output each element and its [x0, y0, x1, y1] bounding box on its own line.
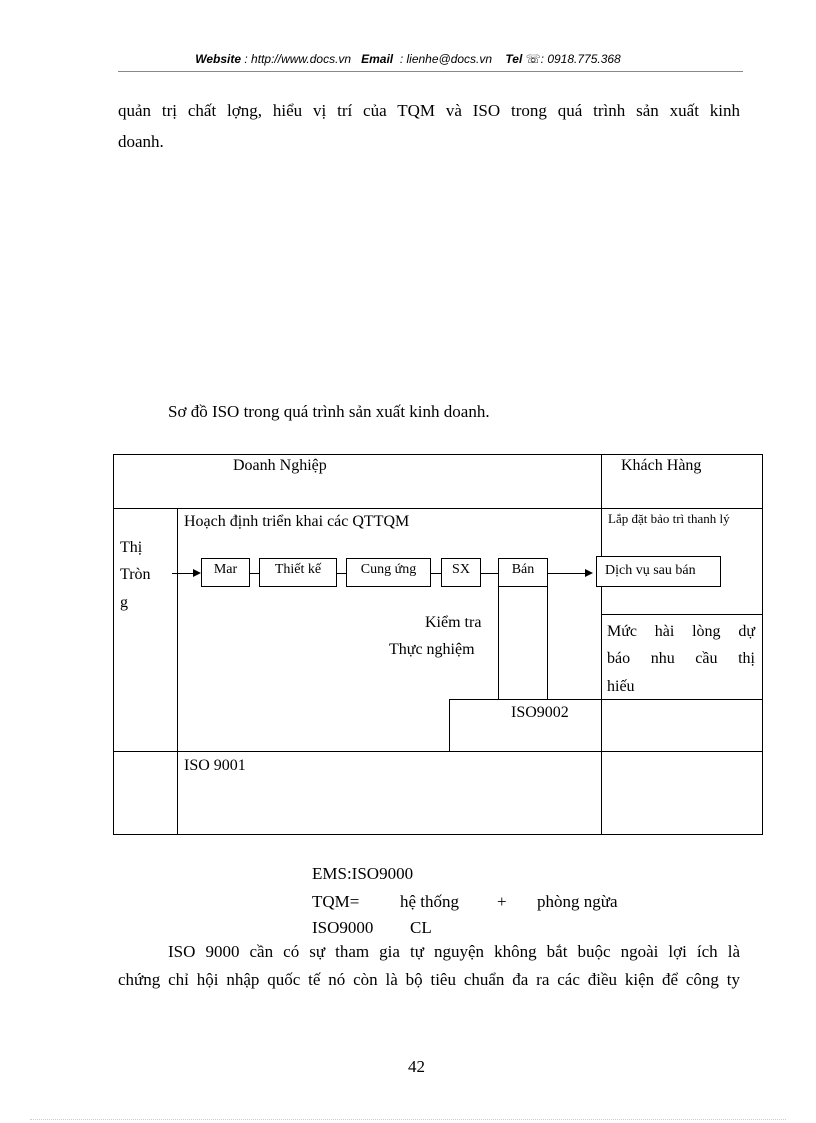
frame-top	[113, 454, 763, 455]
frame-left	[113, 454, 114, 835]
step-sx-box: SX	[441, 558, 481, 587]
paragraph-line-1: ISO 9000 cần có sự tham gia tự nguyện không bắt buộc ngoài lợi ích là	[168, 942, 740, 961]
step-cung-ung-box: Cung ứng	[346, 558, 431, 587]
connector-2	[337, 573, 346, 574]
arrow-head-service	[585, 569, 593, 577]
ban-drop-left	[498, 586, 499, 700]
frame-right	[762, 454, 763, 835]
hoach-dinh-label: Hoạch định triển khai các QTTQM	[184, 513, 410, 530]
step-thiet-ke-box: Thiết kế	[259, 558, 337, 587]
iso9001-label: ISO 9001	[184, 757, 246, 774]
iso9002-label: ISO9002	[511, 704, 569, 721]
website-label: Website	[195, 52, 242, 66]
connector-3	[431, 573, 441, 574]
right-separator-2	[449, 699, 763, 700]
ban-drop-right	[547, 586, 548, 700]
page-number: 42	[408, 1057, 425, 1076]
email-label: Email	[361, 52, 394, 66]
formula-he-thong: hệ thống	[400, 892, 460, 911]
connector-4	[481, 573, 498, 574]
website-value: : http://www.docs.vn	[244, 52, 352, 66]
paragraph-line-2: chứng chỉ hội nhập quốc tế nó còn là bộ tiêu chuẩn đa ra các điều kiện để công ty	[118, 970, 740, 989]
email-value: : lienhe@docs.vn	[399, 52, 493, 66]
col-separator-left	[177, 508, 178, 835]
row-separator-2	[113, 751, 763, 752]
connector-1	[250, 573, 259, 574]
phone-icon: ☏	[525, 52, 541, 66]
formula-tqm: TQM=	[312, 892, 360, 911]
doanh-nghiep-heading: Doanh Nghiệp	[233, 457, 327, 474]
khach-hang-heading: Khách Hàng	[621, 457, 702, 474]
intro-line-1: quản trị chất lợng, hiểu vị trí của TQM và ISO trong quá trình sản xuất kinh	[118, 101, 740, 120]
row-separator-1	[113, 508, 763, 509]
thi-truong-line-3: g	[120, 594, 128, 611]
muc-hai-long-line-3: hiếu	[607, 678, 635, 695]
formula-ems: EMS:ISO9000	[312, 864, 414, 883]
intro-line-2: doanh.	[118, 132, 164, 151]
page-header	[0, 52, 816, 66]
diagram-caption: Sơ đồ ISO trong quá trình sản xuất kinh doanh.	[168, 402, 490, 421]
muc-hai-long-line-2: báo nhu cầu thị	[607, 650, 755, 667]
arrow-head-market	[193, 569, 201, 577]
thi-truong-line-1: Thị	[120, 539, 143, 556]
iso9002-left-border	[449, 699, 450, 752]
arrow-line-market	[172, 573, 194, 574]
step-ban-box: Bán	[498, 558, 548, 587]
tel-label: Tel	[505, 52, 523, 66]
col-separator-right	[601, 454, 602, 835]
step-mar-box: Mar	[201, 558, 250, 587]
formula-iso9000: ISO9000	[312, 918, 374, 937]
formula-cl: CL	[410, 918, 432, 937]
arrow-line-service	[548, 573, 586, 574]
right-separator-1	[601, 614, 763, 615]
header-rule	[118, 71, 743, 72]
formula-phong-ngua: phòng ngừa	[537, 892, 618, 911]
frame-bottom	[113, 834, 763, 835]
lap-dat-label: Lắp đặt bảo trì thanh lý	[608, 511, 730, 526]
dich-vu-sau-ban-box: Dịch vụ sau bán	[596, 556, 721, 587]
bottom-dotted-rule	[30, 1119, 786, 1120]
kiem-tra-label: Kiểm tra	[425, 614, 482, 631]
thi-truong-line-2: Tròn	[120, 566, 151, 583]
thuc-nghiem-label: Thực nghiệm	[389, 641, 475, 658]
muc-hai-long-line-1: Mức hài lòng dự	[607, 623, 755, 640]
tel-value: : 0918.775.368	[540, 52, 621, 66]
formula-plus: +	[497, 892, 507, 911]
